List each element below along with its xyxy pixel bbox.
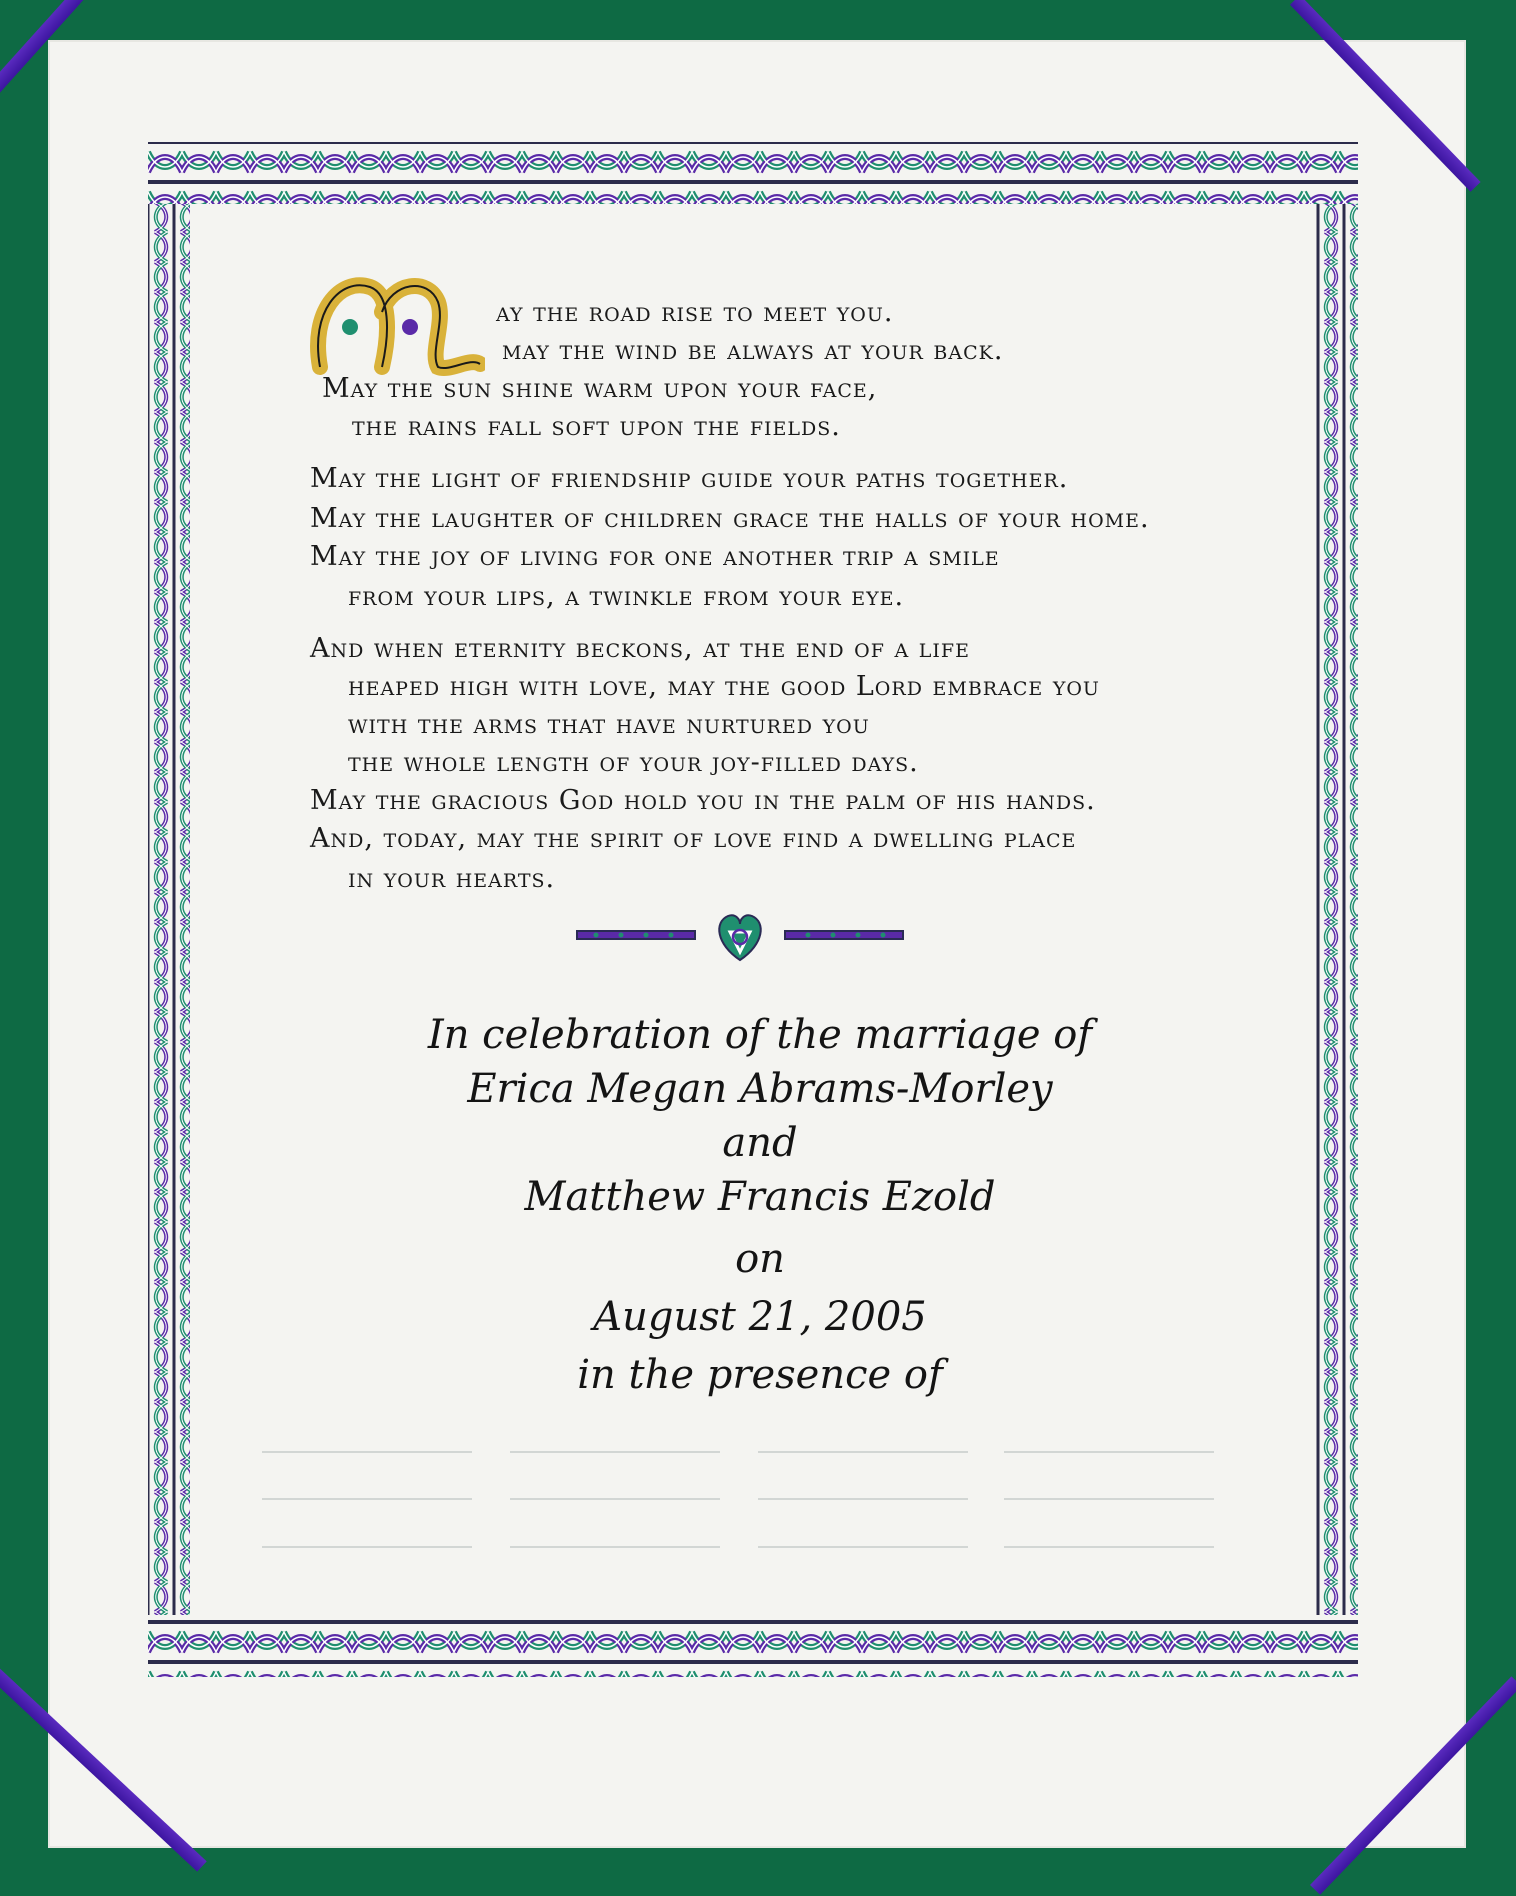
partner-name-1: Erica Megan Abrams-Morley <box>467 1066 1053 1112</box>
border-top <box>148 142 1358 204</box>
wedding-date: August 21, 2005 <box>593 1294 927 1340</box>
signature-line[interactable] <box>758 1546 968 1548</box>
celtic-heart-knot-icon <box>719 915 760 960</box>
signature-line[interactable] <box>510 1546 720 1548</box>
conjunction-and: and <box>722 1120 798 1166</box>
divider-ornament <box>576 908 906 964</box>
signature-line[interactable] <box>510 1451 720 1453</box>
illuminated-initial-m <box>310 272 485 377</box>
verse-line: the whole length of your joy-filled days. <box>348 747 919 778</box>
signature-line[interactable] <box>1004 1498 1214 1500</box>
verse-line: May the laughter of children grace the halls of your home. <box>310 503 1150 534</box>
verse-line: May the joy of living for one another trip a smile <box>310 541 1000 572</box>
verse-line: with the arms that have nurtured you <box>348 709 870 740</box>
verse-line: May the light of friendship guide your paths together. <box>310 463 1069 494</box>
signature-line[interactable] <box>1004 1546 1214 1548</box>
verse-line: from your lips, a twinkle from your eye. <box>348 581 905 612</box>
conjunction-on: on <box>735 1236 785 1282</box>
border-left <box>148 204 190 1615</box>
verse-line: in your hearts. <box>348 863 556 894</box>
signature-line[interactable] <box>1004 1451 1214 1453</box>
signature-line[interactable] <box>262 1546 472 1548</box>
presence-line: in the presence of <box>577 1352 943 1398</box>
verse-line: may the wind be always at your back. <box>502 335 1004 366</box>
partner-name-2: Matthew Francis Ezold <box>524 1174 996 1220</box>
signature-line[interactable] <box>758 1498 968 1500</box>
verse-line: heaped high with love, may the good Lord embrace you <box>348 671 1100 702</box>
signature-line[interactable] <box>262 1451 472 1453</box>
verse-line: the rains fall soft upon the fields. <box>352 411 841 442</box>
verse-line: And when eternity beckons, at the end of a life <box>310 633 970 664</box>
signature-line[interactable] <box>262 1498 472 1500</box>
signature-line[interactable] <box>758 1451 968 1453</box>
border-bottom <box>148 1615 1358 1677</box>
celebration-intro: In celebration of the marriage of <box>427 1012 1093 1058</box>
border-right <box>1316 204 1358 1615</box>
verse-line: May the gracious God hold you in the palm of his hands. <box>310 785 1096 816</box>
verse-line: May the sun shine warm upon your face, <box>322 373 878 404</box>
verse-line: ay the road rise to meet you. <box>496 297 894 328</box>
signature-line[interactable] <box>510 1498 720 1500</box>
verse-line: And, today, may the spirit of love find a dwelling place <box>310 823 1077 854</box>
